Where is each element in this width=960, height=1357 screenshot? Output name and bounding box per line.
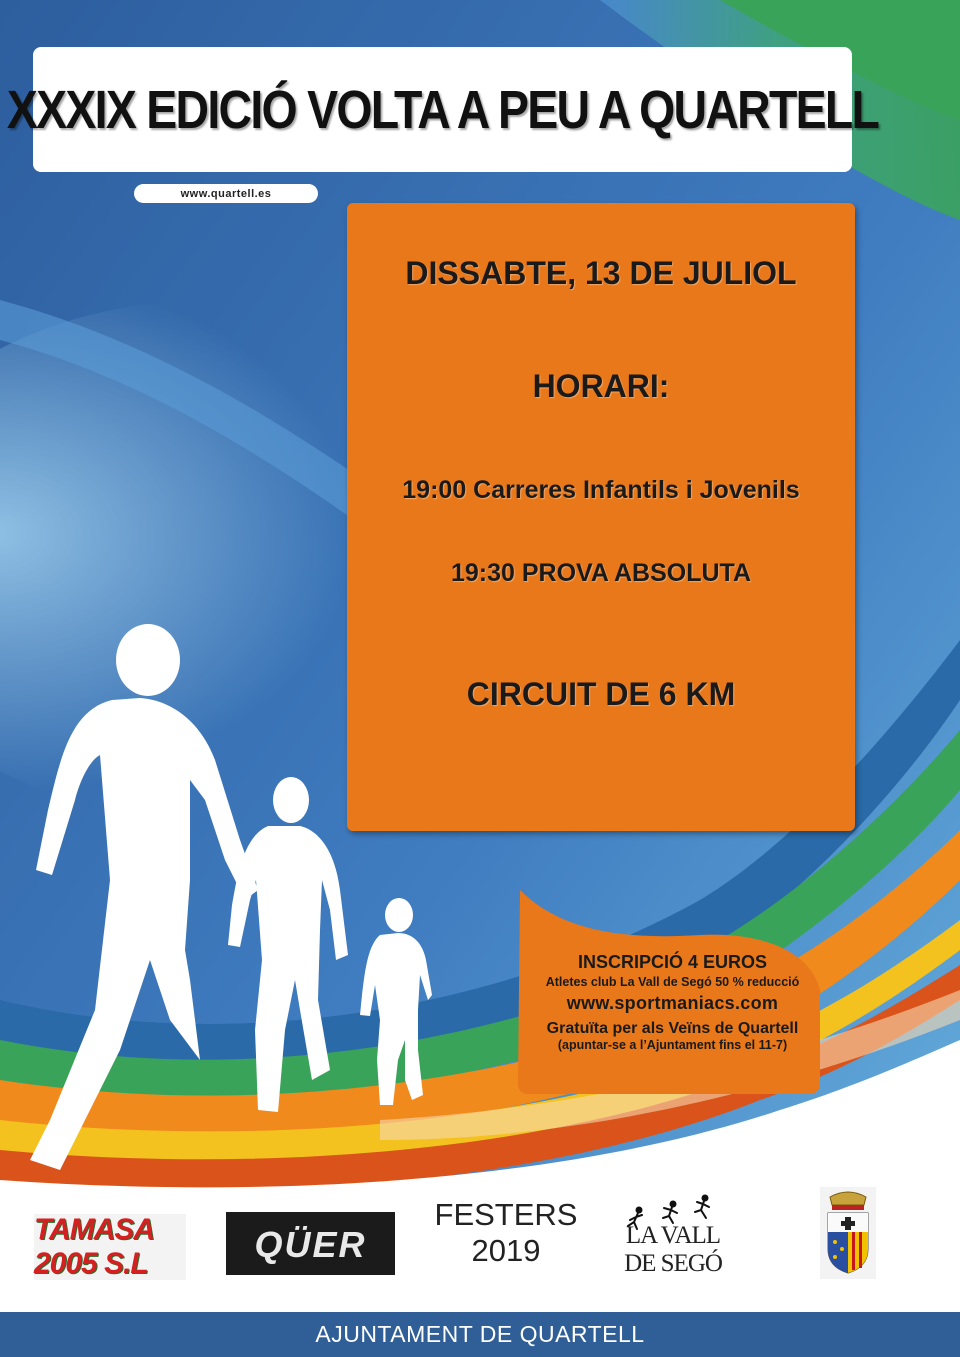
schedule-item: 19:00 Carreres Infantils i Jovenils [402, 476, 800, 504]
vall-de-sego-text: LA VALL DE SEGÓ [624, 1222, 722, 1277]
schedule-heading: HORARI: [532, 368, 670, 404]
schedule-item: 19:30 PROVA ABSOLUTA [450, 559, 752, 587]
title-banner [6, 47, 879, 172]
sponsor-vall-de-sego-logo [609, 1190, 737, 1280]
registration-fee: INSCRIPCIÓ 4 EUROS [577, 952, 768, 972]
event-info-box [347, 203, 855, 831]
tamasa-logo-text: TAMASA 2005 S.L [34, 1213, 153, 1280]
website-label[interactable]: www.quartell.es [134, 184, 318, 203]
registration-url[interactable]: www.sportmaniacs.com [566, 993, 779, 1013]
registration-info [520, 952, 825, 1052]
circuit-distance: CIRCUIT DE 6 KM [466, 676, 736, 712]
town-coat-of-arms-icon [820, 1187, 876, 1279]
sponsor-quer-logo [226, 1212, 395, 1275]
registration-free-note: Gratuïta per als Veïns de Quartell [546, 1020, 799, 1037]
registration-deadline: (apuntar-se a l’Ajuntament fins el 11-7) [557, 1038, 788, 1052]
footer-text: AJUNTAMENT DE QUARTELL [315, 1321, 645, 1347]
sponsor-tamasa-logo [34, 1214, 186, 1280]
poster-title: XXXIX EDICIÓ VOLTA A PEU A QUARTELL [6, 79, 879, 140]
quer-logo-text: QÜER [254, 1223, 367, 1265]
footer-banner [0, 1312, 960, 1357]
festers-year: 2019 [471, 1233, 541, 1268]
sponsor-festers [425, 1197, 587, 1269]
festers-label: FESTERS [434, 1197, 578, 1232]
event-date: DISSABTE, 13 DE JULIOL [405, 255, 797, 291]
registration-discount: Atletes club La Vall de Segó 50 % reducció [545, 975, 800, 989]
